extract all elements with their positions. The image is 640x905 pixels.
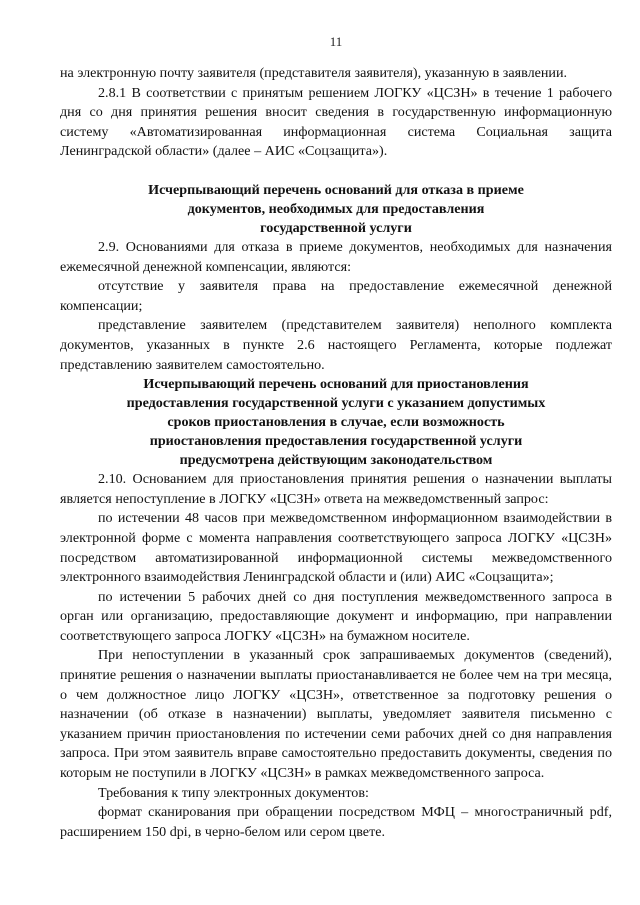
spacer	[60, 162, 612, 181]
heading-line: документов, необходимых для предоставления	[187, 200, 485, 217]
section-2-9	[60, 238, 612, 375]
heading-line: предоставления государственной услуги с указанием допустимых	[126, 395, 546, 412]
list-item: по истечении 5 рабочих дней со дня поступления межведомственного запроса в орган или организацию, предоставляющие документ и информацию, при направлении соответствующего запроса ЛОГКУ «ЦСЗН» на бумажном носителе.	[60, 588, 612, 644]
heading-suspension-grounds	[60, 375, 612, 470]
paragraph-2-9: 2.9. Основаниями для отказа в приеме документов, необходимых для назначения ежемесячной денежной компенсации, являются:	[60, 238, 612, 275]
paragraph-continuation: на электронную почту заявителя (представителя заявителя), указанную в заявлении.	[60, 65, 568, 81]
list-item: отсутствие у заявителя права на предоставление ежемесячной денежной компенсации;	[60, 278, 612, 314]
list-item: по истечении 48 часов при межведомственном информационном взаимодействии в электронной форме с момента направления соответствующего запроса ЛОГКУ «ЦСЗН» посредством автоматизированной информационной системы межведомственного электронного взаимодействия Ленинградской области и (или) АИС «Соцзащита»;	[60, 510, 612, 586]
heading-refusal-grounds	[60, 181, 612, 238]
paragraph-2-8-1: 2.8.1 В соответствии с принятым решением ЛОГКУ «ЦСЗН» в течение 1 рабочего дня со дня принятия решения вносит сведения в государственную информационную систему «Автоматизированная информационная система Социальная защита Ленинградской области» (далее – АИС «Соцзащита»).	[60, 84, 612, 160]
heading-line: предусмотрена действующим законодательством	[179, 452, 493, 469]
paragraph-doc-requirements: Требования к типу электронных документов:	[98, 784, 369, 801]
heading-line: Исчерпывающий перечень оснований для отказа в приеме	[148, 181, 524, 198]
paragraph-scan-format: формат сканирования при обращении посредством МФЦ – многостраничный pdf, расширением 150 dpi, в черно-белом или сером цвете.	[60, 804, 612, 840]
paragraph-suspension-details: При непоступлении в указанный срок запрашиваемых документов (сведений), принятие решения о назначении выплаты приостанавливается не более чем на три месяца, о чем должностное лицо ЛОГКУ «ЦСЗН», ответственное за подготовку решения о назначении (об отказе в назначении) выплаты, уведомляет заявителя письменно с указанием причин приостановления по истечении семи рабочих дней со дня направления запроса. При этом заявитель вправе самостоятельно предоставить документы, сведения по которым не поступили в ЛОГКУ «ЦСЗН» в рамках межведомственного запроса.	[60, 647, 612, 782]
intro-block	[60, 64, 612, 162]
page-number: 11	[329, 34, 343, 49]
paragraph-2-10: 2.10. Основанием для приостановления принятия решения о назначении выплаты является непоступление в ЛОГКУ «ЦСЗН» ответа на межведомственный запрос:	[60, 471, 612, 507]
heading-line: сроков приостановления в случае, если возможность	[167, 414, 505, 431]
heading-line: Исчерпывающий перечень оснований для приостановления	[143, 376, 529, 393]
heading-line: приостановления предоставления государственной услуги	[149, 433, 523, 450]
list-item: представление заявителем (представителем заявителя) неполного комплекта документов, указанных в пункте 2.6 настоящего Регламента, которые подлежат представлению заявителем самостоятельно.	[60, 317, 612, 373]
section-2-10	[60, 470, 612, 842]
heading-line: государственной услуги	[260, 219, 412, 236]
